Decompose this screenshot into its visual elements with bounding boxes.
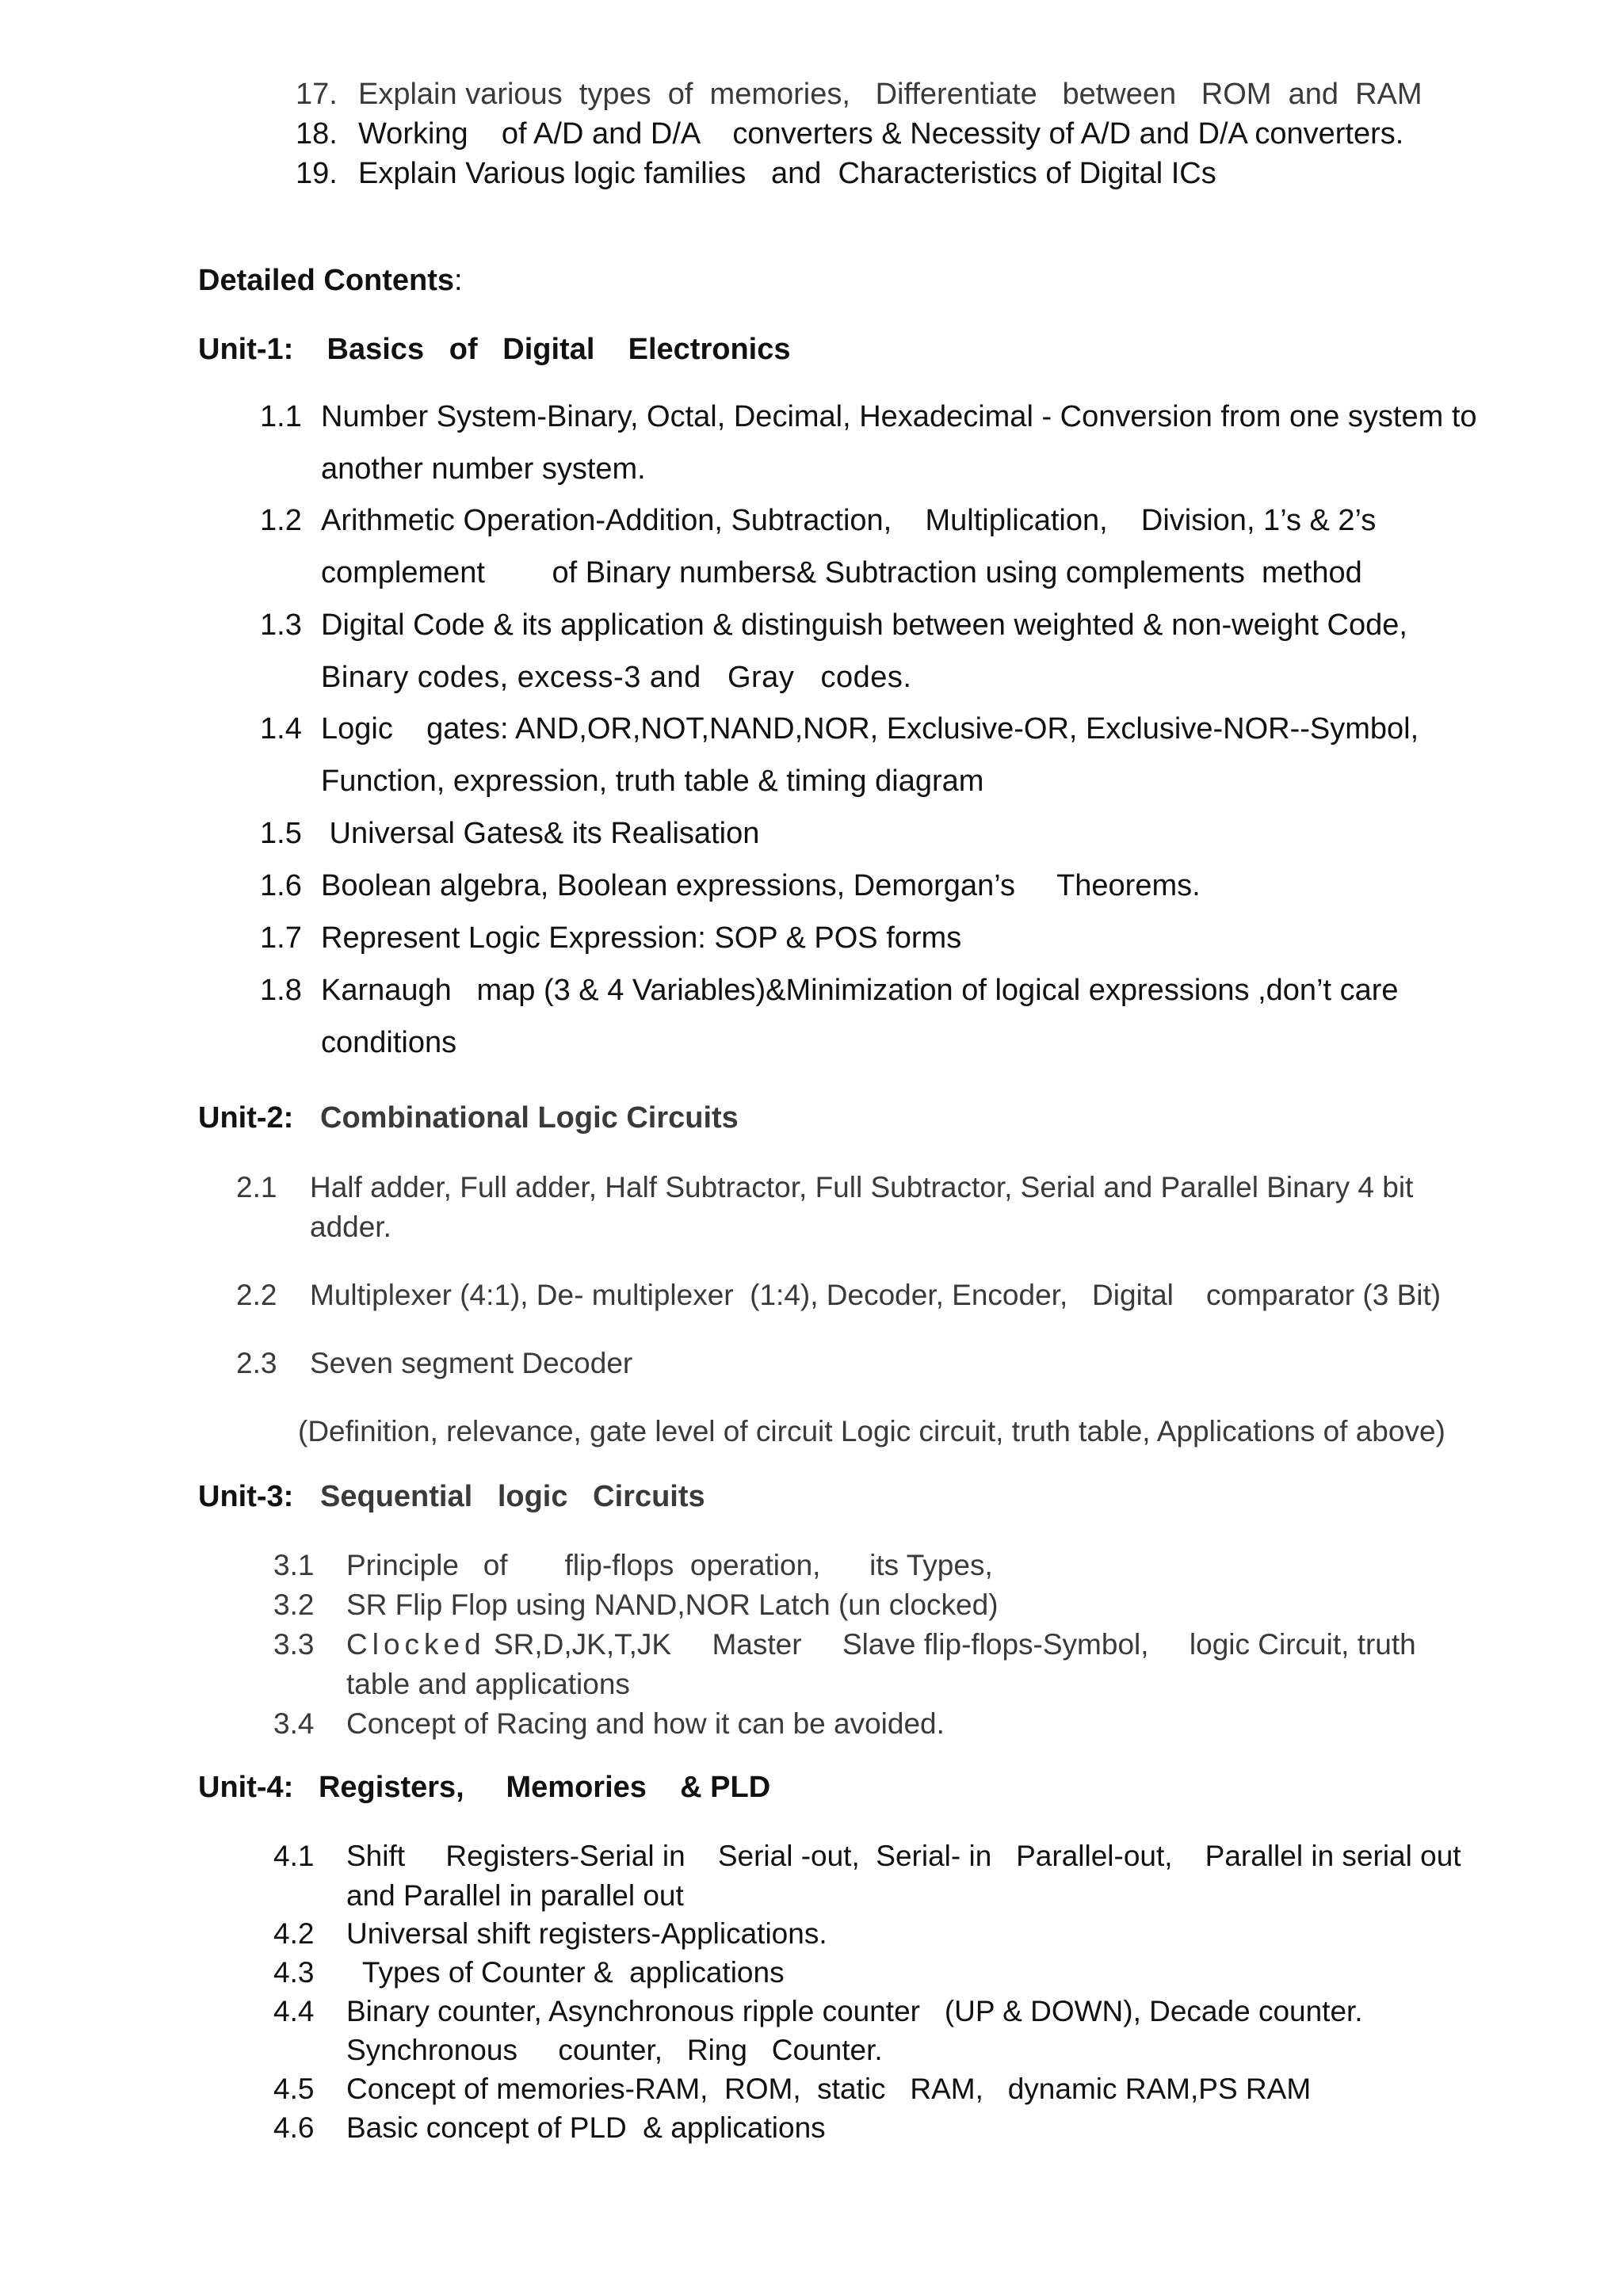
- unit-1-item-number: 1.5: [260, 817, 302, 850]
- unit-2-title: Combinational Logic Circuits: [320, 1101, 739, 1135]
- unit-1-item-number: 1.8: [260, 974, 302, 1007]
- unit-1-item-number: 1.3: [260, 608, 302, 642]
- unit-1-item-line: complement of Binary numbers& Subtraction using complements method: [321, 556, 1362, 589]
- unit-4-item-number: 4.6: [273, 2111, 315, 2144]
- unit-4-item-line: Shift Registers-Serial in Serial -out, Serial- in Parallel-out, Parallel in serial out: [346, 1840, 1461, 1872]
- unit-1-item-number: 1.2: [260, 504, 302, 537]
- unit-1-item-line: conditions: [321, 1026, 457, 1059]
- unit-4-item-line: Synchronous counter, Ring Counter.: [346, 2034, 883, 2066]
- unit-1-item-line: Function, expression, truth table & timing diagram: [321, 765, 984, 798]
- unit-1-item-line: Karnaugh map (3 & 4 Variables)&Minimization of logical expressions ,don’t care: [321, 974, 1399, 1007]
- unit-4-item-number: 4.5: [273, 2073, 315, 2105]
- unit-4-item-number: 4.1: [273, 1840, 315, 1872]
- unit-3-item-line: SR Flip Flop using NAND,NOR Latch (un clocked): [346, 1589, 999, 1621]
- unit-4-title: Unit-4: Registers, Memories & PLD: [198, 1771, 771, 1804]
- unit-4-item-line: Binary counter, Asynchronous ripple counter (UP & DOWN), Decade counter.: [346, 1995, 1363, 2027]
- unit-2-label: Unit-2:: [198, 1101, 294, 1135]
- item-18-text: Working of A/D and D/A converters & Necessity of A/D and D/A converters.: [358, 117, 1404, 151]
- clocked-word: Clocked: [346, 1628, 486, 1661]
- unit-1-item-line: another number system.: [321, 452, 646, 486]
- unit-1-item-line: Binary codes, excess-3 and Gray codes.: [321, 661, 912, 694]
- unit-4-item-line: and Parallel in parallel out: [346, 1879, 684, 1912]
- unit-1-title: Unit-1: Basics of Digital Electronics: [198, 333, 791, 366]
- unit-1-item-number: 1.7: [260, 921, 302, 955]
- unit-3-item-number: 3.1: [273, 1549, 315, 1581]
- unit-3-item-line: table and applications: [346, 1668, 630, 1700]
- unit-1-item-number: 1.4: [260, 712, 302, 746]
- unit-3-item-line-rest: SR,D,JK,T,JK Master Slave flip-flops-Symbol, logic Circuit, truth: [485, 1628, 1416, 1661]
- unit-3-title: Sequential logic Circuits: [320, 1480, 705, 1513]
- detailed-contents-heading: [198, 264, 463, 298]
- unit-1-item-number: 1.6: [260, 869, 302, 902]
- detailed-contents-colon: :: [454, 264, 463, 297]
- unit-2-item-line: adder.: [310, 1211, 391, 1243]
- unit-1-item-line: Arithmetic Operation-Addition, Subtraction, Multiplication, Division, 1’s & 2’s: [321, 504, 1377, 537]
- unit-4-item-number: 4.2: [273, 1917, 315, 1950]
- unit-2-item-line: Seven segment Decoder: [310, 1347, 633, 1379]
- item-18-number: 18.: [296, 117, 338, 151]
- unit-3-label: Unit-3:: [198, 1480, 294, 1513]
- unit-1-item-line: Boolean algebra, Boolean expressions, Demorgan’s Theorems.: [321, 869, 1201, 902]
- unit-1-item-line: Number System-Binary, Octal, Decimal, Hexadecimal - Conversion from one system to: [321, 400, 1477, 433]
- item-19-text: Explain Various logic families and Characteristics of Digital ICs: [358, 157, 1216, 190]
- unit-3-item-number: 3.2: [273, 1589, 315, 1621]
- unit-4-item-line: Universal shift registers-Applications.: [346, 1917, 827, 1950]
- unit-2-item-line: Half adder, Full adder, Half Subtractor, Full Subtractor, Serial and Parallel Binary 4 bit: [310, 1171, 1414, 1203]
- detailed-contents-title: Detailed Contents: [198, 264, 455, 297]
- unit-1-item-line: Digital Code & its application & distinguish between weighted & non-weight Code,: [321, 608, 1407, 642]
- unit-3-item-line: Principle of flip-flops operation, its Types,: [346, 1549, 993, 1581]
- unit-1-item-line: Universal Gates& its Realisation: [321, 817, 760, 850]
- unit-3-item-number: 3.4: [273, 1707, 315, 1740]
- unit-4-item-number: 4.4: [273, 1995, 315, 2027]
- unit-4-item-number: 4.3: [273, 1956, 315, 1989]
- unit-3-item-number: 3.3: [273, 1628, 315, 1661]
- unit-2-item-number: 2.1: [236, 1171, 277, 1203]
- unit-4-item-line: Basic concept of PLD & applications: [346, 2111, 826, 2144]
- unit-2-item-number: 2.2: [236, 1279, 277, 1311]
- unit-2-item-line: Multiplexer (4:1), De- multiplexer (1:4), Decoder, Encoder, Digital comparator (3 Bit): [310, 1279, 1442, 1311]
- unit-1-item-line: Logic gates: AND,OR,NOT,NAND,NOR, Exclusive-OR, Exclusive-NOR--Symbol,: [321, 712, 1419, 746]
- unit-2-note: (Definition, relevance, gate level of circuit Logic circuit, truth table, Applications of above): [298, 1415, 1445, 1447]
- item-17-text: Explain various types of memories, Differentiate between ROM and RAM: [358, 78, 1423, 111]
- unit-3-item-line: Concept of Racing and how it can be avoided.: [346, 1707, 945, 1740]
- unit-1-item-number: 1.1: [260, 400, 302, 433]
- unit-4-item-line: Concept of memories-RAM, ROM, static RAM, dynamic RAM,PS RAM: [346, 2073, 1312, 2105]
- item-19-number: 19.: [296, 157, 338, 190]
- unit-3-item-line: [346, 1628, 1416, 1661]
- unit-1-item-line: Represent Logic Expression: SOP & POS forms: [321, 921, 962, 955]
- item-17-number: 17.: [296, 78, 338, 111]
- unit-4-item-line: Types of Counter & applications: [346, 1956, 785, 1989]
- unit-2-item-number: 2.3: [236, 1347, 277, 1379]
